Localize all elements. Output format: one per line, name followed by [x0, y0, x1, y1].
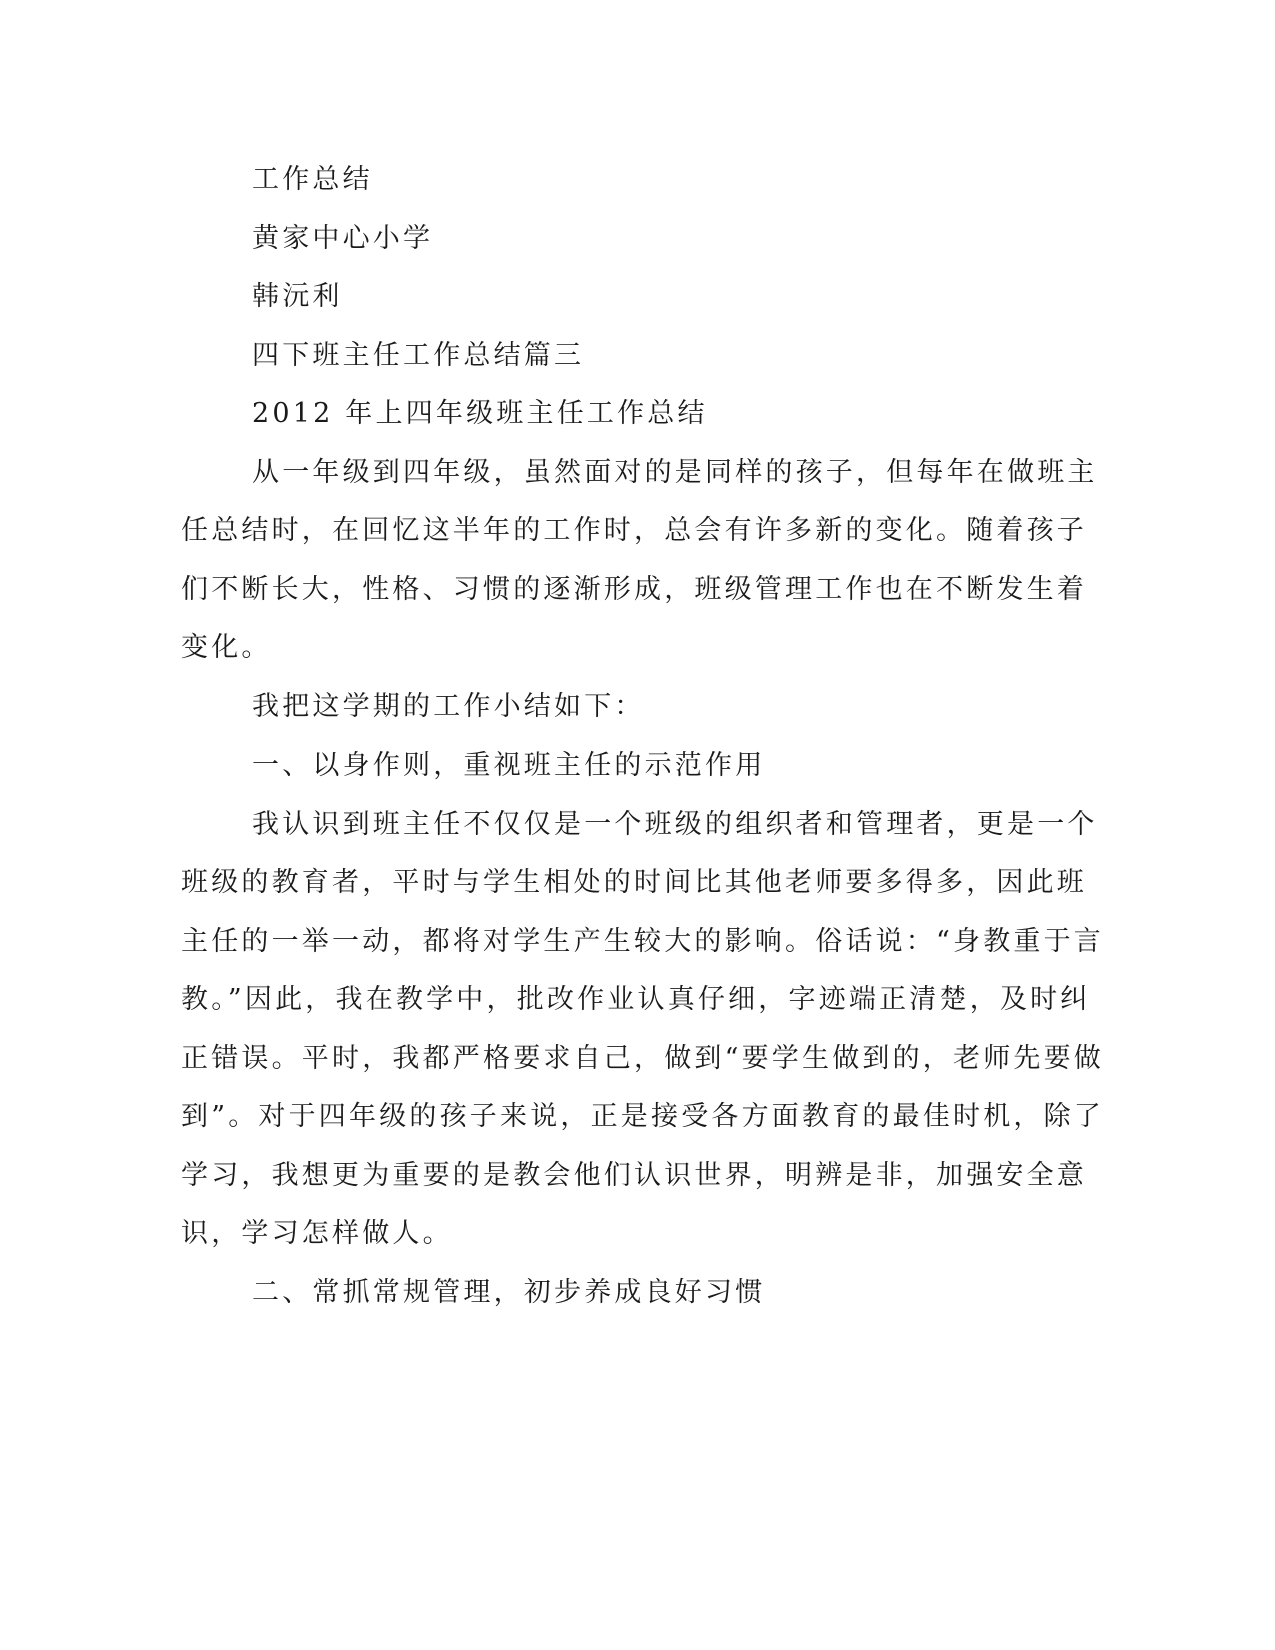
- paragraph-one-line-3: 主任的一举一动，都将对学生产生较大的影响。俗话说：“身教重于言: [181, 926, 1105, 957]
- paragraph-intro-line-3: 们不断长大，性格、习惯的逐渐形成，班级管理工作也在不断发生着: [181, 574, 1087, 605]
- summary-lead: 我把这学期的工作小结如下：: [252, 691, 645, 722]
- paragraph-one-line-1: 我认识到班主任不仅仅是一个班级的组织者和管理者，更是一个: [252, 809, 1098, 840]
- heading-work-summary: 工作总结: [252, 164, 373, 195]
- heading-section-one: 一、以身作则，重视班主任的示范作用: [252, 750, 766, 781]
- paragraph-intro-line-4: 变化。: [181, 632, 272, 663]
- paragraph-one-line-5: 正错误。平时，我都严格要求自己，做到“要学生做到的，老师先要做: [181, 1043, 1105, 1074]
- paragraph-one-line-7: 学习，我想更为重要的是教会他们认识世界，明辨是非，加强安全意: [181, 1160, 1087, 1191]
- paragraph-one-line-4: 教。”因此，我在教学中，批改作业认真仔细，字迹端正清楚，及时纠: [181, 984, 1091, 1015]
- paragraph-intro-line-1: 从一年级到四年级，虽然面对的是同样的孩子，但每年在做班主: [252, 457, 1098, 488]
- paragraph-one-line-6: 到”。对于四年级的孩子来说，正是接受各方面教育的最佳时机，除了: [181, 1101, 1105, 1132]
- heading-section-two: 二、常抓常规管理，初步养成良好习惯: [252, 1277, 766, 1308]
- paragraph-one-line-2: 班级的教育者，平时与学生相处的时间比其他老师要多得多，因此班: [181, 867, 1087, 898]
- paragraph-one-line-8: 识，学习怎样做人。: [181, 1218, 453, 1249]
- report-title: 2012 年上四年级班主任工作总结: [252, 398, 708, 429]
- paragraph-intro-line-2: 任总结时，在回忆这半年的工作时，总会有许多新的变化。随着孩子: [181, 515, 1087, 546]
- author-name: 韩沅利: [252, 281, 343, 312]
- section-title: 四下班主任工作总结篇三: [252, 340, 585, 371]
- school-name: 黄家中心小学: [252, 223, 434, 254]
